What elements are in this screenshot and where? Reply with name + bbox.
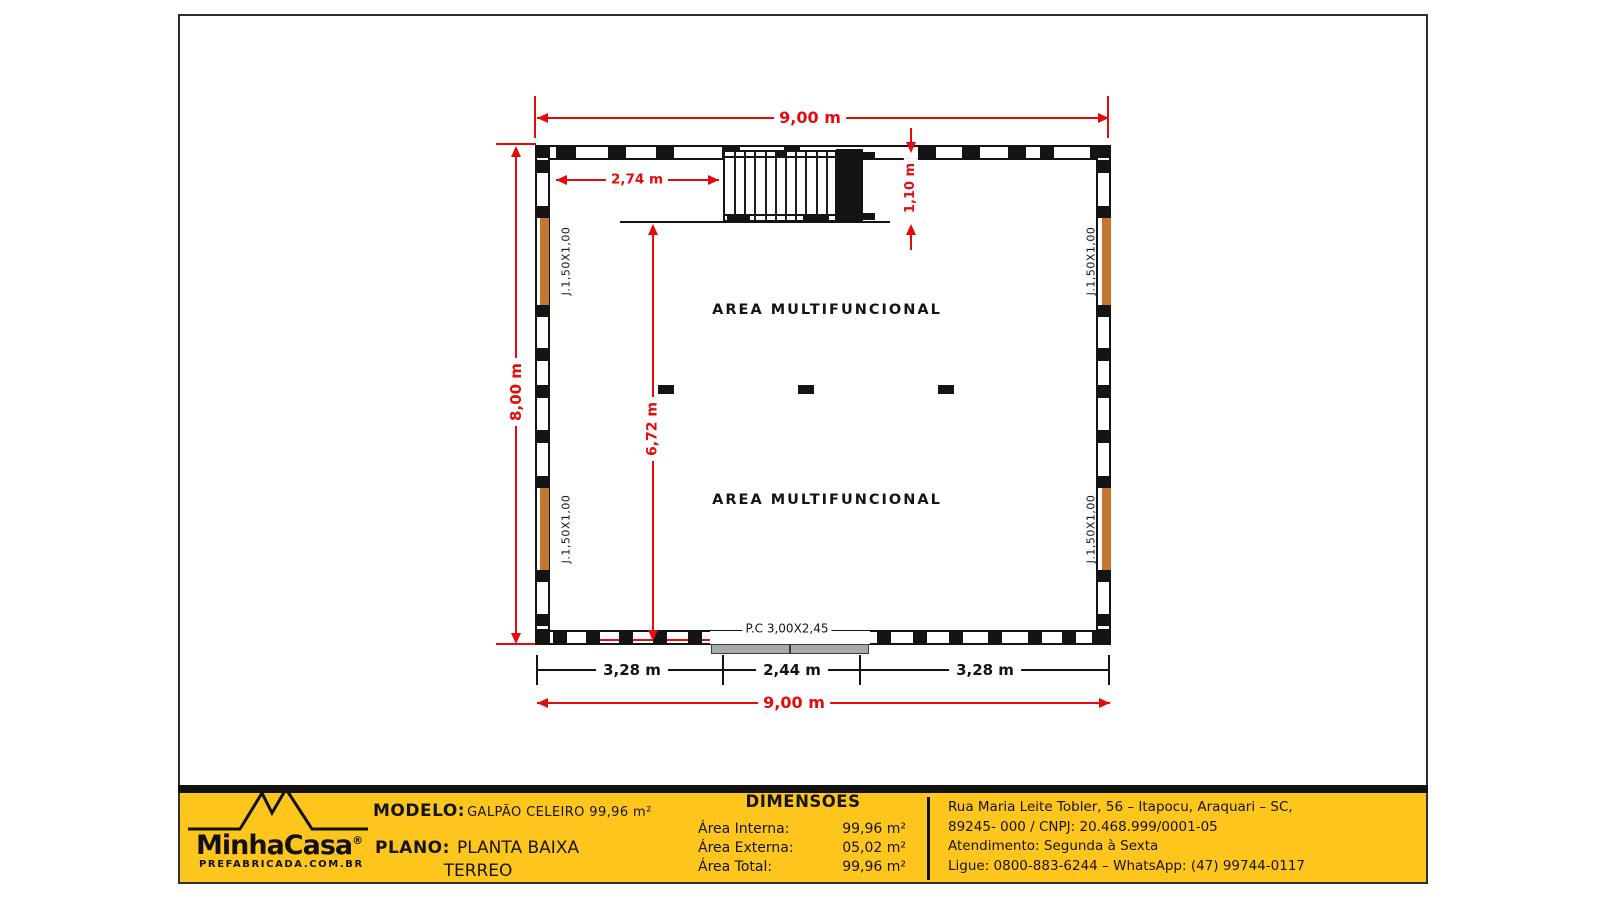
- room-label-upper: AREA MULTIFUNCIONAL: [712, 302, 942, 318]
- window-label: J.1,50X1,00: [559, 226, 573, 296]
- logo-site: PREFABRICADA.COM.BR: [199, 859, 364, 870]
- stair-post-mark: [727, 215, 750, 222]
- window-label: J.1,50X1,00: [559, 494, 573, 564]
- door-label: P.C 3,00X2,45: [742, 622, 831, 635]
- dim-arrow: [511, 146, 521, 157]
- dim-arrow: [648, 630, 658, 641]
- registered-mark: ®: [352, 834, 363, 847]
- wall-post: [535, 305, 549, 317]
- wall-post: [656, 145, 674, 158]
- wall-post: [962, 145, 980, 158]
- dimension-row-label: Área Total:: [698, 859, 773, 875]
- wall-post: [1062, 632, 1076, 645]
- dim-tick: [722, 655, 724, 685]
- dim-arrow: [511, 633, 521, 644]
- dimension-row-label: Área Externa:: [698, 840, 794, 856]
- wall-post: [535, 206, 549, 218]
- wall-post: [1097, 570, 1111, 582]
- dimension-row: [698, 858, 906, 877]
- contact-line-cep-cnpj: 89245- 000 / CNPJ: 20.468.999/0001-05: [948, 818, 1218, 835]
- stair-tread: [785, 152, 787, 220]
- dimension-row-value: 99,96 m²: [842, 821, 906, 837]
- dim-arrow: [1098, 113, 1109, 123]
- window-label: J.1,50X1,00: [1084, 226, 1098, 296]
- staircase: [723, 150, 837, 222]
- wall-post: [1097, 614, 1111, 626]
- dim-arrow: [556, 175, 567, 185]
- wall-post: [1097, 385, 1111, 398]
- stair-tread: [795, 152, 797, 220]
- dim-label-stair-width: 2,74 m: [606, 173, 668, 188]
- wall-inner-line: [548, 158, 1098, 632]
- window-right-bottom: [1102, 488, 1111, 570]
- stair-tread: [744, 152, 746, 220]
- dim-label-seg-left: 3,28 m: [596, 662, 668, 679]
- logo-brand: [196, 830, 362, 861]
- stair-post-mark: [775, 150, 787, 157]
- stair-tread: [816, 152, 818, 220]
- dim-tick: [859, 655, 861, 685]
- logo-roofline: [188, 786, 370, 832]
- dimensions-table: [698, 820, 906, 877]
- wall-post: [1097, 206, 1111, 218]
- wall-post: [877, 632, 891, 645]
- room-label-lower: AREA MULTIFUNCIONAL: [712, 492, 942, 508]
- modelo-row: [373, 801, 652, 821]
- window-left-bottom: [540, 488, 549, 570]
- dimensions-title: DIMENSÕES: [745, 792, 861, 811]
- dim-arrow: [537, 113, 548, 123]
- dim-label-top-width: 9,00 m: [774, 109, 846, 127]
- extension-line: [534, 96, 536, 138]
- stair-tread: [775, 152, 777, 220]
- wall-post: [1097, 348, 1111, 361]
- logo-brand-text: MinhaCasa: [196, 830, 353, 861]
- dim-arrow: [708, 175, 719, 185]
- modelo-value: GALPÃO CELEIRO 99,96 m²: [467, 805, 652, 820]
- wall-post: [535, 430, 549, 443]
- wall-post: [1097, 146, 1111, 158]
- dim-label-seg-center: 2,44 m: [756, 662, 828, 679]
- wall-post: [535, 146, 549, 158]
- wall-post: [535, 629, 549, 644]
- sliding-door-divider: [789, 644, 791, 654]
- interior-column: [658, 385, 674, 394]
- dim-tick: [1108, 655, 1110, 685]
- stair-side-wall-cap: [861, 152, 875, 159]
- stair-tread: [765, 152, 767, 220]
- dimension-row: [698, 839, 906, 858]
- wall-post: [586, 632, 600, 645]
- stair-side-wall-cap: [861, 213, 875, 220]
- wall-post: [535, 348, 549, 361]
- window-label: J.1,50X1,00: [1084, 494, 1098, 564]
- dim-label-seg-right: 3,28 m: [949, 662, 1021, 679]
- dim-arrow: [906, 224, 916, 235]
- dim-arrow: [1099, 698, 1110, 708]
- dimension-row-value: 99,96 m²: [842, 859, 906, 875]
- stair-tread: [754, 152, 756, 220]
- plano-value-line1: PLANTA BAIXA: [456, 838, 580, 858]
- dim-arrow: [648, 224, 658, 235]
- window-right-top: [1102, 218, 1111, 305]
- wall-post: [535, 385, 549, 398]
- stair-side-wall: [836, 149, 863, 223]
- wall-post: [988, 632, 1002, 645]
- wall-post: [1097, 476, 1111, 488]
- wall-post: [608, 145, 626, 158]
- wall-post: [535, 570, 549, 582]
- plano-value-line2: TERREO: [443, 861, 513, 881]
- dim-arrow: [537, 698, 548, 708]
- extension-line: [496, 143, 536, 145]
- plano-row: [375, 838, 579, 858]
- wall-post: [688, 632, 702, 645]
- wall-post: [619, 632, 633, 645]
- stair-tread: [805, 152, 807, 220]
- wall-post: [1097, 430, 1111, 443]
- wall-post: [535, 614, 549, 626]
- dimension-row-label: Área Interna:: [698, 821, 790, 837]
- wall-post: [1097, 160, 1111, 173]
- contact-line-phone: Ligue: 0800-883-6244 – WhatsApp: (47) 99744-0117: [948, 857, 1305, 874]
- dim-label-stair-depth: 1,10 m: [904, 158, 918, 218]
- dim-label-bottom-width: 9,00 m: [758, 694, 830, 712]
- wall-post: [1008, 145, 1026, 158]
- interior-column: [938, 385, 954, 394]
- wall-post: [535, 476, 549, 488]
- dimension-row-value: 05,02 m²: [842, 840, 906, 856]
- dim-arrow: [906, 142, 916, 153]
- wall-post: [1028, 632, 1042, 645]
- wall-post: [1097, 305, 1111, 317]
- contact-line-address: Rua Maria Leite Tobler, 56 – Itapocu, Araquari – SC,: [948, 799, 1293, 815]
- wall-post: [1097, 629, 1111, 644]
- wall-post: [535, 160, 549, 173]
- interior-column: [798, 385, 814, 394]
- stair-tread: [826, 152, 828, 220]
- dim-label-left-height: 8,00 m: [508, 358, 525, 426]
- wall-post: [913, 632, 927, 645]
- contact-line-hours: Atendimento: Segunda à Sexta: [948, 838, 1159, 854]
- footer-divider: [927, 797, 930, 880]
- dimension-row: [698, 820, 906, 839]
- wall-post: [1040, 145, 1054, 158]
- wall-post: [556, 145, 576, 158]
- dim-tick: [536, 655, 538, 685]
- plano-label: PLANO:: [375, 838, 450, 858]
- stair-post-mark: [803, 215, 829, 222]
- window-left-top: [540, 218, 549, 305]
- stair-tread: [734, 152, 736, 220]
- contact-block: [948, 798, 1305, 876]
- dim-label-inner-height: 6,72 m: [645, 397, 660, 461]
- wall-post: [918, 145, 936, 158]
- wall-post: [553, 632, 567, 645]
- modelo-label: MODELO:: [373, 801, 466, 821]
- wall-post: [949, 632, 963, 645]
